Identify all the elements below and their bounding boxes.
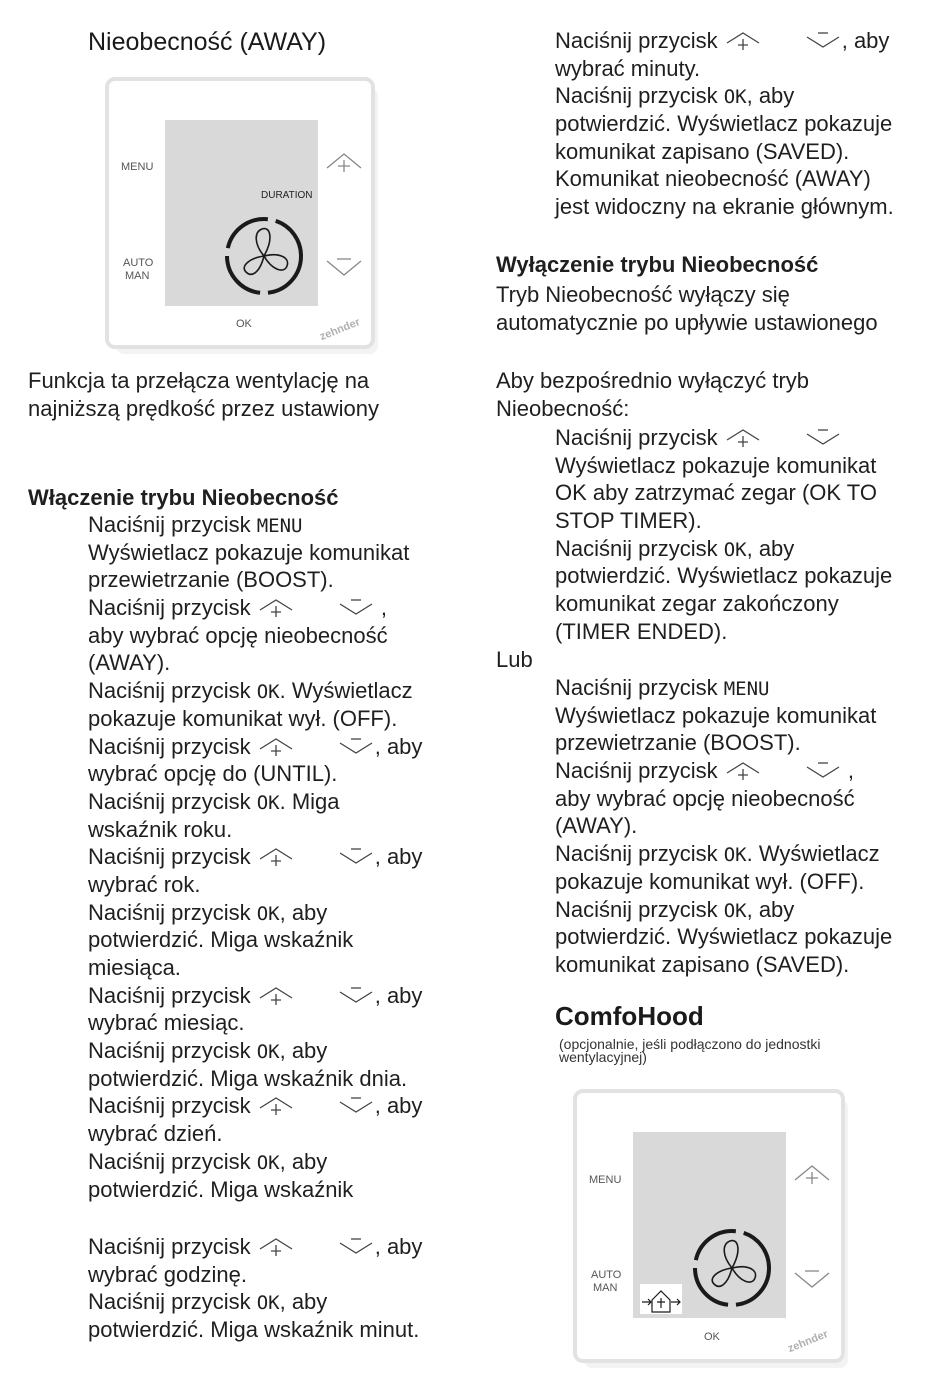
step-text: Naciśnij przycisk xyxy=(555,675,724,700)
step-line xyxy=(88,926,422,954)
minus-button-icon xyxy=(337,985,375,1005)
minus-button-icon xyxy=(804,760,842,780)
step-text: potwierdzić. Miga wskaźnik xyxy=(88,927,354,953)
step-line xyxy=(88,1233,422,1261)
plus-button-icon xyxy=(724,30,762,50)
step-text: . Wyświetlacz xyxy=(746,841,880,867)
minus-button-icon xyxy=(804,427,842,447)
step-text: Naciśnij przycisk xyxy=(88,788,257,814)
step-text: , aby xyxy=(279,899,328,925)
step-line xyxy=(555,923,892,951)
step-text: Naciśnij przycisk xyxy=(88,1289,257,1315)
step-text: Naciśnij przycisk xyxy=(88,595,251,621)
step-line xyxy=(555,27,894,55)
ok-key-label: OK xyxy=(256,1292,280,1315)
plus-minus-icons xyxy=(718,425,842,450)
step-text: (AWAY). xyxy=(88,650,171,676)
step-text: komunikat zapisano (SAVED). xyxy=(555,951,850,977)
step-text: miesiąca. xyxy=(88,955,181,980)
step-text: potwierdzić. Wyświetlacz pokazuje xyxy=(555,924,893,950)
step-text: , aby xyxy=(746,535,795,561)
step-text: . Wyświetlacz xyxy=(279,678,413,704)
step-text: aby wybrać opcję nieobecność xyxy=(555,785,855,811)
disable-text-3: Aby bezpośrednio wyłączyć tryb xyxy=(496,368,810,393)
step-line xyxy=(88,1148,422,1176)
step-line xyxy=(88,511,422,539)
step-line xyxy=(555,729,892,757)
plus-button-icon xyxy=(257,1095,295,1115)
menu-key-label: MENU xyxy=(723,678,770,700)
step-line xyxy=(555,193,894,221)
step-text: potwierdzić. Wyświetlacz pokazuje xyxy=(555,563,893,589)
step-line xyxy=(88,705,422,733)
step-text: Naciśnij przycisk xyxy=(555,535,724,561)
step-line xyxy=(555,452,892,480)
step-line xyxy=(88,816,422,844)
step-line xyxy=(555,951,892,979)
step-text: potwierdzić. Miga wskaźnik dnia. xyxy=(88,1065,408,1091)
step-text: potwierdzić. Miga wskaźnik xyxy=(88,1176,354,1202)
device-ok-label: OK xyxy=(236,318,252,330)
step-text: komunikat zegar zakończony xyxy=(555,591,839,617)
ok-key-label: OK xyxy=(723,899,747,922)
plus-button-icon xyxy=(724,427,762,447)
step-line xyxy=(88,760,422,788)
step-line xyxy=(88,843,422,871)
step-line xyxy=(555,590,892,618)
step-line xyxy=(555,535,892,563)
step-text: aby wybrać opcję nieobecność xyxy=(88,622,388,648)
step-line xyxy=(555,138,894,166)
step-text: Komunikat nieobecność (AWAY) xyxy=(555,166,871,192)
step-line xyxy=(555,82,894,110)
step-line xyxy=(88,594,422,622)
step-line xyxy=(88,1037,422,1065)
step-line xyxy=(555,702,892,730)
step-line xyxy=(555,110,894,138)
step-text: (TIMER ENDED). xyxy=(555,618,728,644)
minus-button-icon xyxy=(337,597,375,617)
disable-text-1: Tryb Nieobecność wyłączy się xyxy=(496,282,790,307)
step-text: Naciśnij przycisk xyxy=(555,425,718,450)
step-line xyxy=(88,566,422,594)
step-text: (AWAY). xyxy=(555,813,638,839)
comfohood-note-1: (opcjonalnie, jeśli podłączono do jednostki xyxy=(559,1036,821,1052)
plus-button-icon xyxy=(257,985,295,1005)
step-line xyxy=(555,868,892,896)
plus-minus-icons xyxy=(718,758,842,783)
disable-heading: Wyłączenie trybu Nieobecność xyxy=(496,252,819,277)
step-text: , xyxy=(841,758,854,784)
step-text: Naciśnij przycisk xyxy=(555,841,724,867)
step-text: , aby xyxy=(279,1289,328,1315)
step-text: wskaźnik roku. xyxy=(88,816,233,842)
step-text: wybrać opcję do (UNTIL). xyxy=(88,761,338,787)
step-text: Wyświetlacz pokazuje komunikat xyxy=(555,452,877,478)
step-line xyxy=(555,812,892,840)
plus-minus-icons xyxy=(251,983,375,1008)
comfohood-note-2: wentylacyjnej) xyxy=(559,1049,647,1065)
ok-key-label: OK xyxy=(256,902,280,925)
step-line xyxy=(88,1288,422,1316)
step-line xyxy=(555,840,892,868)
step-text: pokazuje komunikat wył. (OFF). xyxy=(88,705,398,731)
step-line xyxy=(555,165,894,193)
step-line xyxy=(555,55,894,83)
step-line xyxy=(88,982,422,1010)
step-line xyxy=(88,1261,422,1289)
step-line xyxy=(88,1065,422,1093)
step-text: Naciśnij przycisk xyxy=(88,899,257,925)
away-intro: Funkcja ta przełącza wentylację na najniższą prędkość przez ustawiony xyxy=(28,368,379,421)
step-line xyxy=(88,871,422,899)
device2-ok-label: OK xyxy=(704,1331,720,1343)
disable-text-2: automatycznie po upływie ustawionego xyxy=(496,310,878,335)
step-line xyxy=(555,896,892,924)
minus-button-icon xyxy=(337,1236,375,1256)
step-line xyxy=(88,1092,422,1120)
step-text: OK aby zatrzymać zegar (OK TO xyxy=(555,480,877,506)
step-text: , aby xyxy=(374,844,423,870)
step-line xyxy=(88,954,422,982)
step-line xyxy=(555,424,892,452)
step-text: Naciśnij przycisk xyxy=(555,28,718,53)
step-line xyxy=(88,1316,422,1344)
device2-man-label: MAN xyxy=(593,1282,618,1294)
device-man-label: MAN xyxy=(125,270,150,282)
step-text: przewietrzanie (BOOST). xyxy=(88,567,334,593)
step-text: Naciśnij przycisk xyxy=(88,678,257,704)
step-line xyxy=(88,1120,422,1148)
step-text: wybrać godzinę. xyxy=(88,1261,247,1287)
plus-minus-icons xyxy=(251,1093,375,1118)
step-text: Naciśnij przycisk xyxy=(88,1148,257,1174)
step-text: Naciśnij przycisk xyxy=(555,83,724,109)
step-line xyxy=(88,622,422,650)
step-line xyxy=(555,507,892,535)
device-auto-label: AUTO xyxy=(123,257,154,269)
enable-steps-cont xyxy=(88,1233,422,1344)
step-text: pokazuje komunikat wył. (OFF). xyxy=(555,868,865,894)
plus-minus-icons xyxy=(251,1234,375,1259)
step-text: , xyxy=(374,595,387,621)
plus-button-icon xyxy=(257,736,295,756)
step-text: Naciśnij przycisk xyxy=(88,512,257,537)
step-text: Naciśnij przycisk xyxy=(88,733,251,759)
step-text: , aby xyxy=(279,1038,328,1064)
step-text: jest widoczny na ekranie głównym. xyxy=(555,194,894,220)
step-text: , aby xyxy=(841,28,890,53)
ok-key-label: OK xyxy=(256,1041,280,1064)
step-line xyxy=(88,677,422,705)
step-text: STOP TIMER). xyxy=(555,508,702,534)
step-text: Naciśnij przycisk xyxy=(88,1038,257,1064)
step-line xyxy=(555,562,892,590)
device-duration-label: DURATION xyxy=(261,190,313,201)
step-text: wybrać minuty. xyxy=(555,55,701,81)
step-text: , aby xyxy=(374,1093,423,1119)
step-line xyxy=(88,1009,422,1037)
plus-button-icon xyxy=(257,1236,295,1256)
plus-button-icon xyxy=(724,760,762,780)
plus-button-icon xyxy=(257,846,295,866)
step-line xyxy=(555,785,892,813)
step-text: potwierdzić. Wyświetlacz pokazuje xyxy=(555,111,893,137)
plus-minus-icons xyxy=(251,734,375,759)
disable-or-steps xyxy=(555,674,892,979)
ok-key-label: OK xyxy=(256,681,280,704)
minus-button-icon xyxy=(337,736,375,756)
enable-heading: Włączenie trybu Nieobecność xyxy=(28,485,339,510)
step-text: Naciśnij przycisk xyxy=(88,1093,251,1119)
device-menu-label: MENU xyxy=(121,161,154,173)
or-label: Lub xyxy=(496,647,533,672)
step-line xyxy=(555,757,892,785)
step-line xyxy=(555,674,892,702)
step-text: Naciśnij przycisk xyxy=(88,844,251,870)
step-line xyxy=(88,899,422,927)
disable-text-4: Nieobecność: xyxy=(496,396,630,421)
ok-key-label: OK xyxy=(256,1151,280,1174)
step-text: potwierdzić. Miga wskaźnik minut. xyxy=(88,1317,420,1343)
step-text: , aby xyxy=(374,733,423,759)
comfohood-title: ComfoHood xyxy=(555,1001,704,1031)
hood-house-icon xyxy=(640,1284,682,1314)
enable-steps xyxy=(88,511,422,1203)
minus-button-icon xyxy=(337,1095,375,1115)
ok-key-label: OK xyxy=(723,86,747,109)
device-brand-logo: zehnder xyxy=(318,316,362,344)
step-text: . Miga xyxy=(279,788,340,814)
step-line xyxy=(555,479,892,507)
step-line xyxy=(88,1176,422,1204)
step-text: Naciśnij przycisk xyxy=(88,982,251,1008)
step-line xyxy=(88,649,422,677)
step-text: Wyświetlacz pokazuje komunikat xyxy=(555,702,877,728)
step-line xyxy=(88,733,422,761)
device2-brand-logo: zehnder xyxy=(786,1328,830,1356)
step-text: komunikat zapisano (SAVED). xyxy=(555,138,850,164)
away-device-illustration xyxy=(104,76,384,358)
step-text: Naciśnij przycisk xyxy=(555,758,718,784)
step-text: wybrać dzień. xyxy=(88,1121,223,1147)
comfohood-device-illustration xyxy=(572,1088,854,1372)
device2-fan-icon xyxy=(695,1231,769,1305)
menu-key-label: MENU xyxy=(256,515,303,537)
right-top-steps xyxy=(555,27,894,221)
step-line xyxy=(555,618,892,646)
step-text: , aby xyxy=(374,1234,423,1259)
plus-minus-icons xyxy=(251,595,375,620)
step-text: wybrać rok. xyxy=(88,871,201,897)
step-line xyxy=(88,539,422,567)
step-text: Wyświetlacz pokazuje komunikat xyxy=(88,539,410,565)
disable-steps xyxy=(555,424,892,646)
step-text: , aby xyxy=(279,1148,328,1174)
step-text: Naciśnij przycisk xyxy=(555,896,724,922)
plus-button-icon xyxy=(257,597,295,617)
device2-menu-label: MENU xyxy=(589,1174,622,1186)
step-text: wybrać miesiąc. xyxy=(88,1010,245,1036)
step-line xyxy=(88,788,422,816)
step-text: , aby xyxy=(746,896,795,922)
minus-button-icon xyxy=(804,30,842,50)
ok-key-label: OK xyxy=(256,791,280,814)
step-text: Naciśnij przycisk xyxy=(88,1234,251,1259)
step-text: , aby xyxy=(746,83,795,109)
step-text: przewietrzanie (BOOST). xyxy=(555,730,801,756)
step-text: , aby xyxy=(374,982,423,1008)
minus-button-icon xyxy=(337,846,375,866)
plus-minus-icons xyxy=(251,844,375,869)
plus-minus-icons xyxy=(718,28,842,53)
away-title: Nieobecność (AWAY) xyxy=(88,28,327,56)
device2-auto-label: AUTO xyxy=(591,1269,622,1281)
ok-key-label: OK xyxy=(723,538,747,561)
ok-key-label: OK xyxy=(723,844,747,867)
